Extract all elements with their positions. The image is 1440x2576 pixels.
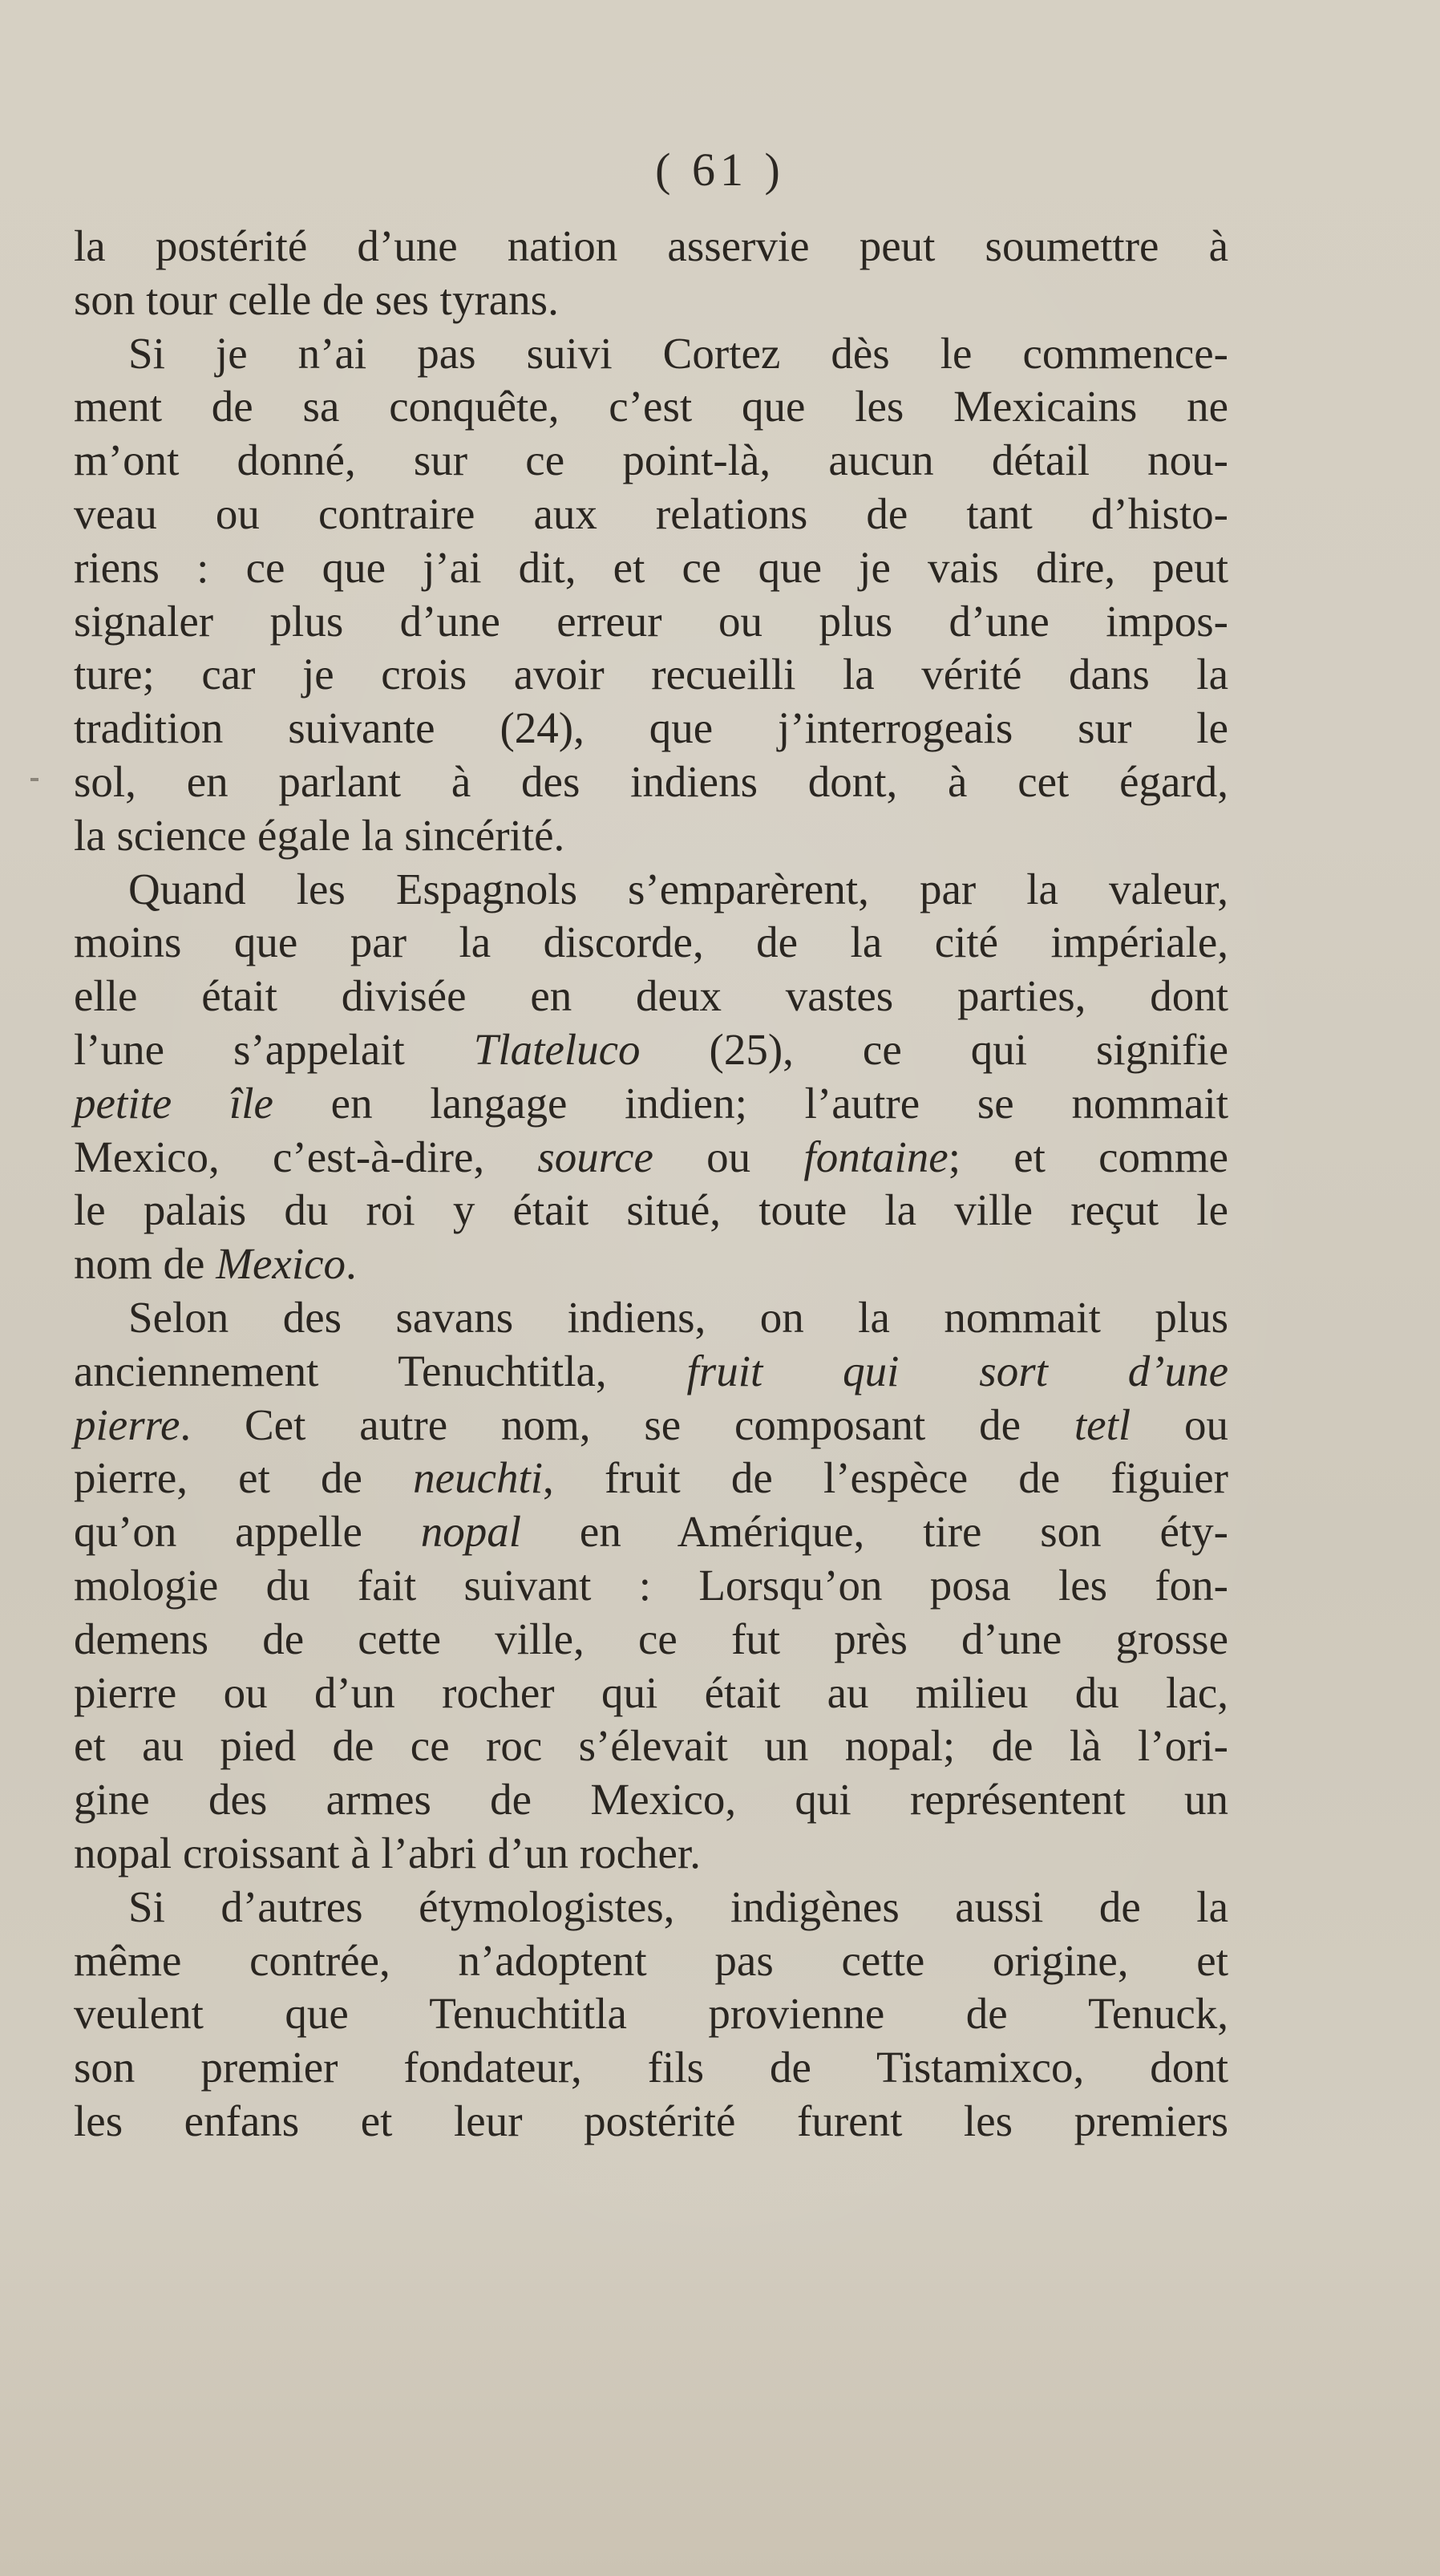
text-segment: pierre ou d’un rocher qui était au milieu du lac, bbox=[74, 1667, 1228, 1717]
text-line bbox=[74, 755, 1228, 809]
italic-text: Mexico bbox=[216, 1239, 346, 1289]
text-segment: pierre, et de bbox=[74, 1453, 414, 1503]
text-segment: l’une s’appelait bbox=[74, 1024, 474, 1074]
text-segment: ; et comme bbox=[948, 1132, 1229, 1181]
text-line bbox=[74, 488, 1228, 541]
text-line bbox=[74, 1452, 1228, 1505]
text-segment: en langage indien; l’autre se nommait bbox=[273, 1078, 1229, 1128]
text-line bbox=[74, 327, 1228, 381]
text-line bbox=[74, 1237, 1228, 1291]
text-segment: qu’on appelle bbox=[74, 1507, 421, 1557]
text-segment: les enfans et leur postérité furent les premiers bbox=[74, 2096, 1228, 2145]
text-line bbox=[74, 970, 1228, 1023]
text-segment: et au pied de ce roc s’élevait un nopal; de là l’ori- bbox=[74, 1721, 1228, 1771]
text-segment: mologie du fait suivant : Lorsqu’on posa les fon- bbox=[74, 1560, 1228, 1610]
italic-text: fontaine bbox=[803, 1132, 949, 1181]
text-segment: demens de cette ville, ce fut près d’une grosse bbox=[74, 1614, 1228, 1663]
page-number: ( 61 ) bbox=[655, 144, 785, 196]
text-line bbox=[74, 1505, 1228, 1559]
text-line bbox=[74, 595, 1228, 649]
text-segment: ture; car je crois avoir recueilli la vérité dans la bbox=[74, 650, 1228, 699]
text-segment: . Cet autre nom, se composant de bbox=[180, 1399, 1074, 1449]
text-segment: Si d’autres étymologistes, indigènes aussi de la bbox=[128, 1881, 1228, 1931]
text-line bbox=[74, 1345, 1228, 1399]
text-segment: Si je n’ai pas suivi Cortez dès le commence- bbox=[128, 328, 1228, 378]
text-segment: nopal croissant à l’abri d’un rocher. bbox=[74, 1828, 701, 1877]
italic-text: fruit qui sort d’une bbox=[686, 1346, 1228, 1395]
text-line bbox=[74, 648, 1228, 702]
text-segment: ment de sa conquête, c’est que les Mexicains ne bbox=[74, 382, 1228, 431]
italic-text: nopal bbox=[420, 1507, 522, 1557]
text-segment: Selon des savans indiens, on la nommait plus bbox=[128, 1292, 1228, 1342]
text-line bbox=[74, 1827, 1228, 1881]
text-segment: son tour celle de ses tyrans. bbox=[74, 274, 559, 324]
text-segment: nom de bbox=[74, 1239, 216, 1289]
text-segment: veau ou contraire aux relations de tant d’histo- bbox=[74, 488, 1228, 538]
italic-text: source bbox=[537, 1132, 653, 1181]
text-segment: le palais du roi y était situé, toute la ville reçut le bbox=[74, 1185, 1228, 1235]
text-segment: signaler plus d’une erreur ou plus d’une impos- bbox=[74, 596, 1228, 646]
text-line bbox=[74, 1881, 1228, 1934]
text-line bbox=[74, 220, 1228, 273]
text-line bbox=[74, 1023, 1228, 1077]
text-line bbox=[74, 916, 1228, 970]
text-segment: son premier fondateur, fils de Tistamixco, dont bbox=[74, 2043, 1228, 2092]
text-segment: même contrée, n’adoptent pas cette origine, et bbox=[74, 1935, 1228, 1985]
text-line bbox=[74, 273, 1228, 327]
text-line bbox=[74, 1613, 1228, 1667]
italic-text: petite île bbox=[74, 1078, 273, 1128]
text-line bbox=[74, 1719, 1228, 1773]
text-line bbox=[74, 1399, 1228, 1452]
text-line bbox=[74, 1773, 1228, 1827]
text-segment: tradition suivante (24), que j’interrogeais sur le bbox=[74, 703, 1228, 753]
text-segment: m’ont donné, sur ce point-là, aucun détail nou- bbox=[74, 435, 1228, 485]
text-line bbox=[74, 380, 1228, 434]
text-segment: anciennement Tenuchtitla, bbox=[74, 1346, 687, 1395]
text-line bbox=[74, 1667, 1228, 1720]
text-segment: sol, en parlant à des indiens dont, à cet égard, bbox=[74, 756, 1228, 806]
text-line bbox=[74, 702, 1228, 755]
italic-text: Tlateluco bbox=[473, 1024, 641, 1074]
text-segment: ou bbox=[653, 1132, 804, 1181]
text-segment: . bbox=[346, 1239, 357, 1289]
text-line bbox=[74, 541, 1228, 595]
text-segment: , fruit de l’espèce de figuier bbox=[543, 1453, 1228, 1503]
text-line bbox=[74, 1291, 1228, 1345]
text-line bbox=[74, 1077, 1228, 1131]
text-segment: la science égale la sincérité. bbox=[74, 810, 565, 860]
text-segment: la postérité d’une nation asservie peut soumettre à bbox=[74, 221, 1228, 270]
text-line bbox=[74, 809, 1228, 863]
text-segment: veulent que Tenuchtitla provienne de Tenuck, bbox=[74, 1989, 1228, 2039]
text-line bbox=[74, 863, 1228, 917]
text-segment: gine des armes de Mexico, qui représentent un bbox=[74, 1775, 1228, 1825]
text-line bbox=[74, 2041, 1228, 2095]
text-line bbox=[74, 1934, 1228, 1988]
italic-text: tetl bbox=[1074, 1399, 1131, 1449]
text-segment: ou bbox=[1131, 1399, 1229, 1449]
text-segment: en Amérique, tire son éty- bbox=[521, 1507, 1228, 1557]
text-line bbox=[74, 1184, 1228, 1237]
text-line bbox=[74, 434, 1228, 488]
italic-text: pierre bbox=[74, 1399, 180, 1449]
text-line bbox=[74, 1559, 1228, 1613]
body-text bbox=[74, 220, 1228, 2149]
text-line bbox=[74, 2095, 1228, 2149]
text-line bbox=[74, 1131, 1228, 1185]
text-segment: riens : ce que j’ai dit, et ce que je vais dire, peut bbox=[74, 542, 1228, 592]
text-segment: elle était divisée en deux vastes parties, dont bbox=[74, 971, 1228, 1021]
text-segment: (25), ce qui signifie bbox=[640, 1024, 1228, 1074]
page-edge-mark bbox=[30, 778, 38, 781]
text-segment: Mexico, c’est-à-dire, bbox=[74, 1132, 538, 1181]
italic-text: neuchti bbox=[413, 1453, 544, 1503]
text-segment: Quand les Espagnols s’emparèrent, par la valeur, bbox=[128, 864, 1228, 913]
text-segment: moins que par la discorde, de la cité impériale, bbox=[74, 917, 1228, 967]
text-line bbox=[74, 1987, 1228, 2041]
